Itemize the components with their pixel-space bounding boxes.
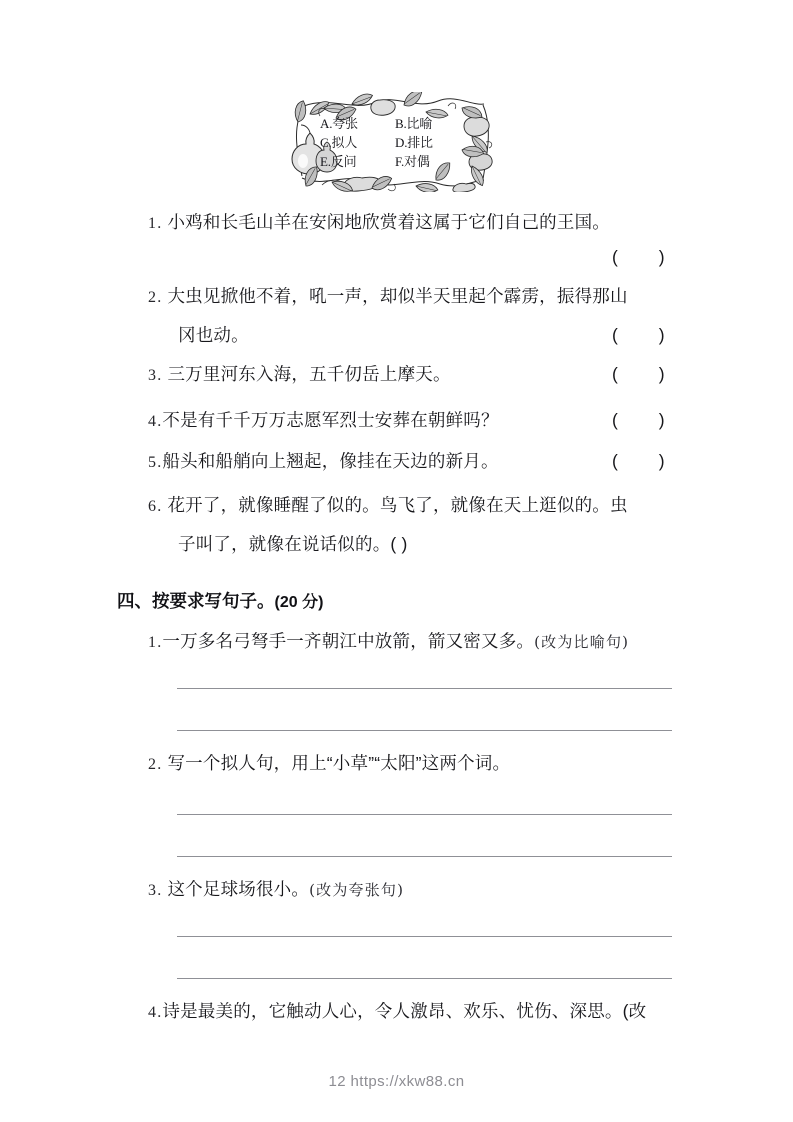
options-list (320, 114, 470, 172)
section-heading-four (117, 586, 323, 618)
answer-blank-3[interactable]: ( ) (612, 364, 683, 384)
section-heading-text: 四、按要求写句子。 (117, 591, 275, 611)
write-instruction-1: (改为比喻句) (534, 633, 630, 651)
write-number-3: 3 (148, 882, 157, 899)
question-text-4: 不是有千千万万志愿军烈士安葬在朝鲜吗？ (162, 410, 499, 430)
option-b: B.比喻 (395, 116, 433, 131)
option-e: E.反问 (320, 154, 357, 169)
answer-blank-2[interactable]: ( ) (612, 325, 683, 345)
answer-blank-5[interactable]: ( ) (612, 451, 683, 471)
question-text-6-line-1: 花开了，就像睡醒了似的。鸟飞了，就像在天上逛似的。虫 (167, 495, 628, 515)
answer-blank-1[interactable]: ( ) (612, 247, 683, 267)
question-item-1: 1. 小鸡和长毛山羊在安闲地欣赏着这属于它们自己的王国。 (148, 212, 610, 232)
answer-rule-line[interactable] (177, 730, 672, 731)
answer-blank-4[interactable]: ( ) (612, 410, 683, 430)
write-instruction-3: (改为夸张句) (309, 881, 405, 899)
question-item-2: 2. 大虫见掀他不着，吼一声，却似半天里起个霹雳，振得那山 (148, 286, 628, 306)
question-text-5: 船头和船艄向上翘起，像挂在天边的新月。 (162, 451, 499, 471)
write-item-4: 4.诗是最美的，它触动人心，令人激昂、欢乐、忧伤、深思。(改 (148, 1001, 647, 1021)
write-text-3: 这个足球场很小。 (167, 879, 310, 899)
answer-rule-line[interactable] (177, 814, 672, 815)
answer-rule-line[interactable] (177, 856, 672, 857)
question-item-4: 4.不是有千千万万志愿军烈士安葬在朝鲜吗？ (148, 410, 499, 430)
answer-rule-line[interactable] (177, 936, 672, 937)
write-text-1: 一万多名弓弩手一齐朝江中放箭，箭又密又多。 (162, 631, 535, 651)
answer-rule-line[interactable] (177, 978, 672, 979)
write-text-2: 写一个拟人句，用上“小草”“太阳”这两个词。 (167, 753, 511, 773)
question-text-6-line-2-wrap[interactable] (178, 529, 408, 559)
option-f: F.对偶 (395, 154, 430, 169)
question-item-3: 3. 三万里河东入海，五千仞岳上摩天。 (148, 364, 451, 384)
question-number-4: 4 (148, 413, 157, 430)
question-text-2-line-2-wrap (178, 320, 249, 350)
question-text-2-line-1: 大虫见掀他不着，吼一声，却似半天里起个霹雳，振得那山 (167, 286, 628, 306)
write-item-2: 2. 写一个拟人句，用上“小草”“太阳”这两个词。 (148, 753, 511, 773)
write-number-2: 2 (148, 756, 157, 773)
write-number-4: 4 (148, 1004, 157, 1021)
question-item-6: 6. 花开了，就像睡醒了似的。鸟飞了，就像在天上逛似的。虫 (148, 495, 628, 515)
question-item-5: 5.船头和船艄向上翘起，像挂在天边的新月。 (148, 451, 499, 471)
options-decorative-frame (276, 92, 508, 192)
option-d: D.排比 (395, 135, 433, 150)
question-text-6-line-2: 子叫了，就像在说话似的。( ) (178, 534, 408, 554)
question-text-1-line-1: 小鸡和长毛山羊在安闲地欣赏着这属于它们自己的王国。 (167, 212, 610, 232)
section-points: (20 分) (274, 594, 324, 611)
question-number-6: 6 (148, 498, 157, 515)
footer-watermark: 12 https://xkw88.cn (328, 1073, 465, 1090)
question-text-2-line-2: 冈也动。 (178, 325, 249, 345)
write-item-1: 1.一万多名弓弩手一齐朝江中放箭，箭又密又多。(改为比喻句) (148, 631, 630, 651)
question-text-3: 三万里河东入海，五千仞岳上摩天。 (167, 364, 451, 384)
question-number-2: 2 (148, 289, 157, 306)
write-instruction-4: (改 (622, 1001, 647, 1021)
question-number-5: 5 (148, 454, 157, 471)
answer-rule-line[interactable] (177, 688, 672, 689)
write-item-3: 3. 这个足球场很小。(改为夸张句) (148, 879, 405, 899)
question-number-3: 3 (148, 367, 157, 384)
write-text-4: 诗是最美的，它触动人心，令人激昂、欢乐、忧伤、深思。 (162, 1001, 623, 1021)
option-c: C.拟人 (320, 135, 358, 150)
option-a: A.夸张 (320, 116, 358, 131)
question-number-1: 1 (148, 215, 157, 232)
write-number-1: 1 (148, 634, 157, 651)
